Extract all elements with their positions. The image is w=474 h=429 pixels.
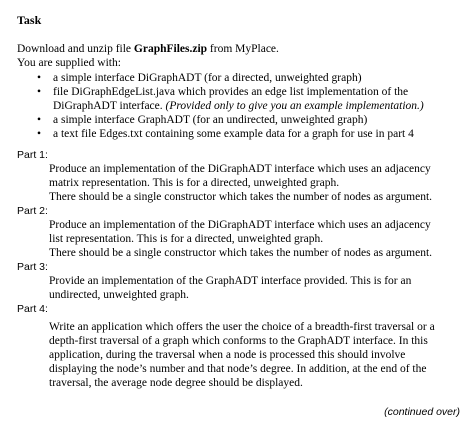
part-1-body	[17, 162, 462, 204]
part-3-line: Provide an implementation of the GraphADT interface provided. This is for an	[49, 275, 412, 287]
list-item	[17, 127, 462, 141]
part-2-body	[17, 218, 462, 260]
list-item-note: (Provided only to give you an example implementation.)	[165, 100, 424, 112]
continued-note: (continued over)	[384, 406, 460, 418]
part-4-line: application, during the traversal when a node is processed this should involve	[49, 349, 406, 361]
part-4-line: depth-first traversal of a graph which conforms to the GraphADT interface. In this	[49, 335, 428, 347]
part-1-line: There should be a single constructor which takes the number of nodes as argument.	[49, 191, 433, 203]
list-item-text: a simple interface DiGraphADT (for a directed, unweighted graph)	[53, 72, 362, 84]
bullet-icon: •	[37, 114, 42, 126]
part-1-line: Produce an implementation of the DiGraphADT interface which uses an adjacency	[49, 163, 431, 175]
part-3-body	[17, 274, 462, 302]
bullet-icon: •	[37, 86, 42, 98]
part-1-label: Part 1:	[17, 149, 48, 161]
part-2-line: Produce an implementation of the DiGraphADT interface which uses an adjacency	[49, 219, 431, 231]
list-item-text-2: DiGraphADT interface.	[53, 100, 166, 112]
part-2-line: list representation. This is for a directed, unweighted graph.	[49, 233, 324, 245]
part-3	[17, 260, 462, 302]
part-3-label: Part 3:	[17, 261, 48, 273]
part-2-label: Part 2:	[17, 205, 48, 217]
part-4-line: traversal, the average node degree should be displayed.	[49, 377, 303, 389]
list-item	[17, 85, 462, 113]
intro-text-end: from MyPlace.	[207, 43, 279, 55]
list-item-text: a text file Edges.txt containing some example data for a graph for use in part 4	[53, 128, 414, 140]
list-item-text: a simple interface GraphADT (for an undirected, unweighted graph)	[53, 114, 368, 126]
part-3-line: undirected, unweighted graph.	[49, 289, 189, 301]
part-2	[17, 204, 462, 260]
document	[17, 13, 462, 390]
intro-text: Download and unzip file	[17, 43, 134, 55]
part-2-line: There should be a single constructor which takes the number of nodes as argument.	[49, 247, 433, 259]
bullet-icon: •	[37, 72, 42, 84]
supplied-files-list	[17, 71, 462, 141]
part-4	[17, 302, 462, 390]
part-1	[17, 148, 462, 204]
bullet-icon: •	[37, 128, 42, 140]
task-title: Task	[17, 13, 42, 27]
part-4-line: displaying the node’s number and that node’s degree. In addition, at the end of the	[49, 363, 427, 375]
part-4-label: Part 4:	[17, 303, 48, 315]
zip-filename: GraphFiles.zip	[133, 43, 208, 55]
part-4-body	[17, 320, 462, 390]
part-1-line: matrix representation. This is for a directed, unweighted graph.	[49, 177, 340, 189]
intro-line-2: You are supplied with:	[17, 57, 121, 69]
list-item-text: file DiGraphEdgeList.java which provides an edge list implementation of the	[53, 86, 409, 98]
part-4-line: Write an application which offers the user the choice of a breadth-first traversal or a	[49, 321, 435, 333]
intro-line-1	[17, 42, 462, 56]
list-item	[17, 113, 462, 127]
list-item	[17, 71, 462, 85]
